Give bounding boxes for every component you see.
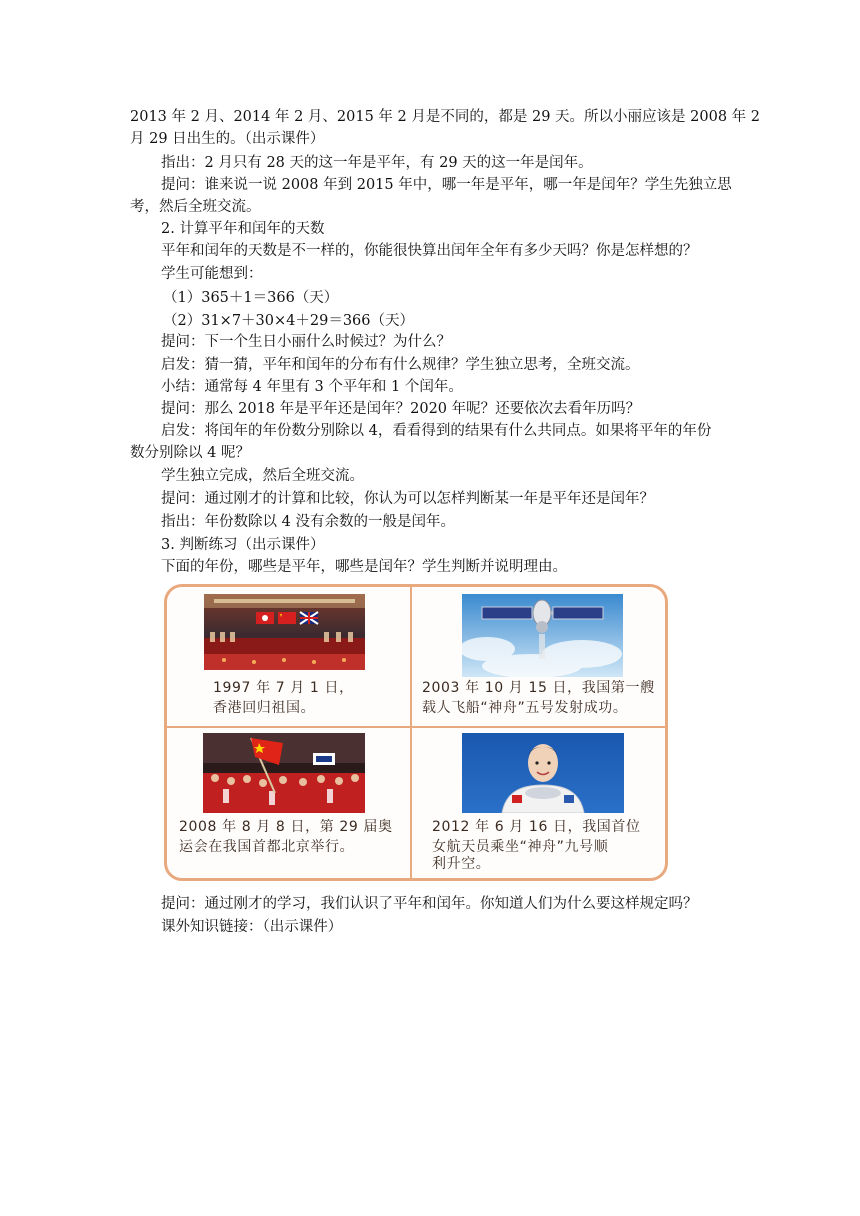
figure-caption-line: 2008 年 8 月 8 日，第 29 届奥 (179, 819, 393, 835)
paragraph-line: 2013 年 2 月、2014 年 2 月、2015 年 2 月是不同的，都是 29 天。所以小丽应该是 2008 年 2 (130, 109, 760, 125)
paragraph-line: 提问：下一个生日小丽什么时候过？为什么？ (161, 334, 451, 350)
olympics-photo (203, 733, 365, 813)
paragraph-line: 提问：那么 2018 年是平年还是闰年？2020 年呢？还要依次去看年历吗？ (161, 401, 641, 417)
figure-caption-line: 1997 年 7 月 1 日， (213, 680, 354, 696)
year-events-figure (164, 584, 668, 881)
hong-kong-handover-photo (204, 594, 365, 670)
spacecraft-photo (462, 594, 623, 677)
list-item: （2）31×7＋30×4＋29＝366（天） (163, 313, 415, 329)
paragraph-line: 数分别除以 4 呢？ (130, 445, 250, 461)
figure-caption-line: 2003 年 10 月 15 日，我国第一艘 (422, 680, 655, 696)
figure-cell-2012 (412, 728, 652, 872)
paragraph-line: 小结：通常每 4 年里有 3 个平年和 1 个闰年。 (161, 379, 463, 395)
paragraph-line: 指出：2 月只有 28 天的这一年是平年，有 29 天的这一年是闰年。 (161, 155, 593, 171)
paragraph-line: 课外知识链接：（出示课件） (161, 919, 343, 935)
figure-caption-line: 2012 年 6 月 16 日，我国首位 (432, 819, 641, 835)
paragraph-line: 提问：通过刚才的学习，我们认识了平年和闰年。你知道人们为什么要这样规定吗？ (161, 896, 698, 912)
astronaut-photo (462, 733, 624, 813)
figure-cell-1997 (167, 587, 407, 725)
paragraph-line: 学生可能想到： (161, 266, 263, 282)
figure-cell-2003 (412, 587, 655, 725)
paragraph-line: 启发：猜一猜，平年和闰年的分布有什么规律？学生独立思考，全班交流。 (161, 357, 640, 373)
list-item: （1）365＋1＝366（天） (163, 290, 339, 306)
figure-caption-line: 女航天员乘坐“神舟”九号顺 (432, 839, 609, 855)
figure-caption-line: 利升空。 (432, 856, 491, 872)
paragraph-line: 提问：通过刚才的计算和比较，你认为可以怎样判断某一年是平年还是闰年？ (161, 491, 654, 507)
figure-cell-2008 (167, 728, 407, 866)
section-heading: 3. 判断练习（出示课件） (161, 537, 325, 553)
paragraph-line: 下面的年份，哪些是平年，哪些是闰年？学生判断并说明理由。 (161, 559, 567, 575)
paragraph-line: 考，然后全班交流。 (130, 199, 261, 215)
figure-caption-line: 载人飞船“神舟”五号发射成功。 (422, 700, 628, 716)
paragraph-line: 学生独立完成，然后全班交流。 (161, 468, 364, 484)
figure-caption-line: 运会在我国首都北京举行。 (179, 839, 355, 855)
paragraph-line: 平年和闰年的天数是不一样的，你能很快算出闰年全年有多少天吗？你是怎样想的？ (161, 243, 698, 259)
paragraph-line: 启发：将闰年的年份数分别除以 4，看看得到的结果有什么共同点。如果将平年的年份 (161, 423, 712, 439)
paragraph-line: 月 29 日出生的。（出示课件） (130, 131, 325, 147)
section-heading: 2. 计算平年和闰年的天数 (161, 221, 325, 237)
paragraph-line: 指出：年份数除以 4 没有余数的一般是闰年。 (161, 514, 455, 530)
paragraph-line: 提问：谁来说一说 2008 年到 2015 年中，哪一年是平年，哪一年是闰年？学生先独立思 (161, 177, 732, 193)
figure-caption-line: 香港回归祖国。 (213, 700, 316, 716)
